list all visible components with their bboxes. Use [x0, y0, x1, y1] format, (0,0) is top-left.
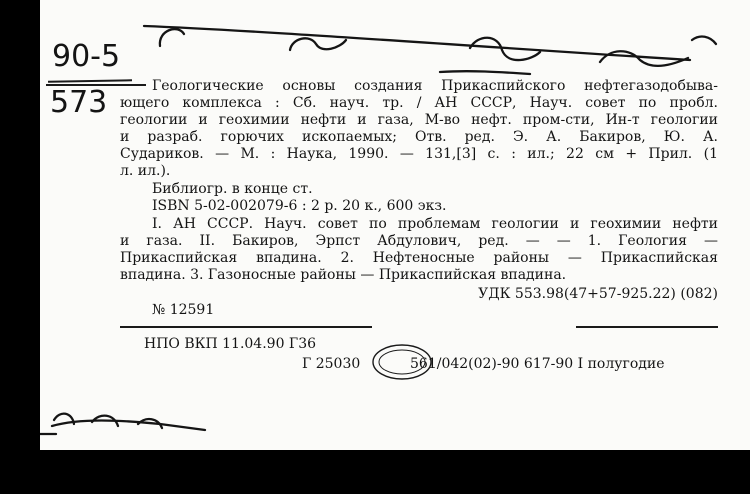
- plan-line-start: Г 25030: [302, 356, 361, 372]
- tracing-line: Прикаспийская впадина. 2. Нефтеносные районы — Прикаспийская: [120, 250, 718, 266]
- description-line: ющего комплекса : Сб. науч. тр. / АН СССР, Науч. совет по пробл.: [120, 95, 718, 111]
- tracing-line: и газа. II. Бакиров, Эрпст Абдулович, ред. — — 1. Геология —: [120, 233, 718, 249]
- inventory-number: 573: [50, 85, 108, 120]
- description-line: л. ил.).: [120, 163, 171, 179]
- shelf-mark: 90-5: [52, 39, 121, 74]
- description-line: Судариков. — М. : Наука, 1990. — 131,[3] с. : ил.; 22 см + Прил. (1: [120, 146, 718, 162]
- tracing-line: I. АН СССР. Науч. совет по проблемам геологии и геохимии нефти: [152, 216, 718, 232]
- card-rule: [46, 84, 146, 86]
- struck-through-entry: [120, 326, 372, 328]
- isbn-line: ISBN 5-02-002079-6 : 2 р. 20 к., 600 экз.: [152, 198, 447, 214]
- description-line: геологии и геохимии нефти и газа, М-во нефт. пром-сти, Ин-т геологии: [120, 112, 718, 128]
- record-number: № 12591: [152, 302, 215, 318]
- publisher-line: НПО ВКП 11.04.90 Г36: [144, 336, 317, 352]
- tracing-line: впадина. 3. Газоносные районы — Прикаспийская впадина.: [120, 267, 567, 283]
- plan-line-end: 561/042(02)-90 617-90 I полугодие: [410, 356, 665, 372]
- bibliography-note: Библиогр. в конце ст.: [152, 181, 313, 197]
- description-line: и разраб. горючих ископаемых; Отв. ред. Э. А. Бакиров, Ю. А.: [120, 129, 718, 145]
- description-line: Геологические основы создания Прикаспийского нефтегазодобыва-: [152, 78, 718, 94]
- struck-through-entry: [576, 326, 718, 328]
- catalog-card: [40, 0, 750, 450]
- udc-line: УДК 553.98(47+57-925.22) (082): [478, 286, 718, 302]
